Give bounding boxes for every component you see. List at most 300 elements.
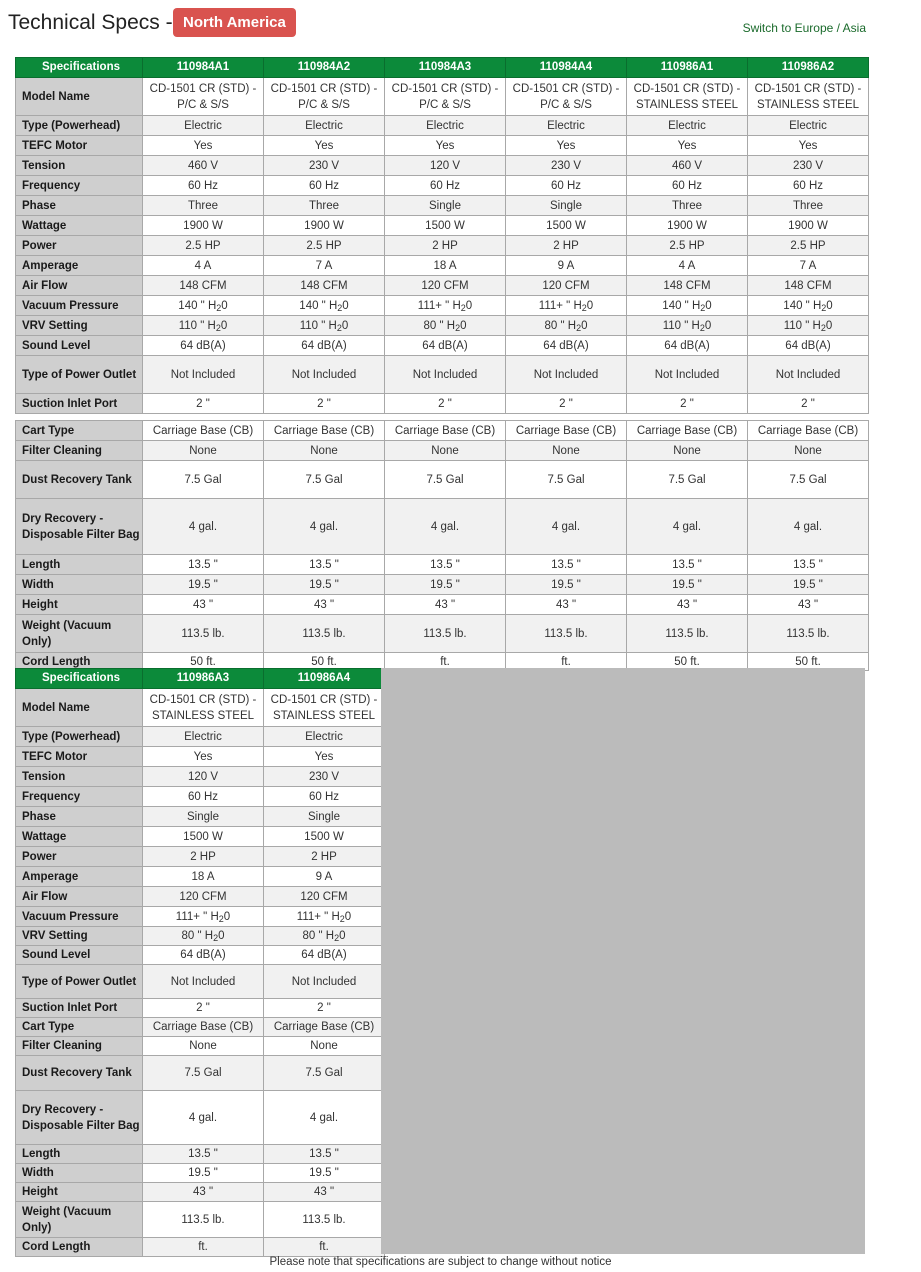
spec-row-cart-type (16, 1018, 385, 1037)
row-label: Amperage (16, 256, 143, 276)
spec-row-power-outlet (16, 356, 869, 394)
spec-value: 64 dB(A) (748, 336, 869, 356)
spec-value-number: 111+ " (538, 299, 571, 312)
spec-value (264, 316, 385, 336)
spec-value: 2 " (143, 999, 264, 1018)
spec-value: 50 ft. (627, 653, 748, 671)
spec-value: Electric (627, 116, 748, 136)
part-number-header: 110986A1 (627, 58, 748, 78)
spec-value: 113.5 lb. (506, 615, 627, 653)
spec-value: CD-1501 CR (STD) - STAINLESS STEEL (748, 78, 869, 116)
page-header (8, 8, 868, 40)
spec-value: 148 CFM (264, 276, 385, 296)
unit-sub: 2 (460, 302, 466, 313)
spec-value: 1900 W (748, 216, 869, 236)
unit-sub: 2 (821, 302, 827, 313)
row-label: Wattage (16, 827, 143, 847)
spec-value: 43 " (143, 595, 264, 615)
row-label: Weight (Vacuum Only) (16, 1202, 143, 1238)
spec-row-frequency (16, 787, 385, 807)
spec-value: Not Included (264, 965, 385, 999)
spec-value-number: 140 " (783, 299, 810, 312)
unit-h: H (573, 299, 582, 312)
spec-value: 120 CFM (143, 887, 264, 907)
spec-value: 113.5 lb. (627, 615, 748, 653)
spec-value: 43 " (385, 595, 506, 615)
spec-row-suction-inlet (16, 394, 869, 414)
row-label: Type (Powerhead) (16, 727, 143, 747)
spec-value: None (143, 441, 264, 461)
spec-row-tension (16, 767, 385, 787)
unit-h: H (567, 319, 577, 332)
row-label: Filter Cleaning (16, 441, 143, 461)
row-label: Filter Cleaning (16, 1037, 143, 1056)
spec-row-cord-length (16, 1238, 385, 1257)
spec-value: 19.5 " (627, 575, 748, 595)
page-title: Technical Specs - (8, 11, 173, 34)
spec-value: 50 ft. (748, 653, 869, 671)
unit-o: 0 (825, 319, 833, 332)
spec-row-length (16, 555, 869, 575)
specifications-header: Specifications (16, 669, 143, 689)
unit-o: 0 (705, 299, 712, 312)
unit-sub: 2 (581, 302, 587, 313)
unit-sub: 2 (336, 322, 342, 333)
row-label: Amperage (16, 867, 143, 887)
spec-value: Not Included (264, 356, 385, 394)
spec-value: Electric (264, 727, 385, 747)
spec-row-vacuum-pressure (16, 296, 869, 316)
spec-value: 4 gal. (264, 499, 385, 555)
spec-value: 60 Hz (748, 176, 869, 196)
spec-value: 2 HP (143, 847, 264, 867)
spec-value: 1900 W (627, 216, 748, 236)
spec-value (748, 296, 869, 316)
spec-value: 64 dB(A) (143, 946, 264, 965)
spec-value: 43 " (748, 595, 869, 615)
spec-value: Electric (385, 116, 506, 136)
spec-row-dry-recovery (16, 1091, 385, 1145)
unit-h: H (812, 299, 822, 312)
spec-value: ft. (506, 653, 627, 671)
spec-row-weight (16, 615, 869, 653)
spec-value: Not Included (143, 356, 264, 394)
spec-value: 7.5 Gal (143, 1056, 264, 1091)
spec-value: Yes (264, 136, 385, 156)
spec-value: 60 Hz (627, 176, 748, 196)
switch-region-link[interactable]: Switch to Europe / Asia (742, 21, 866, 35)
unit-o: 0 (704, 319, 712, 332)
spec-value: 7.5 Gal (264, 461, 385, 499)
spec-value: 120 V (143, 767, 264, 787)
spec-value: 2.5 HP (143, 236, 264, 256)
spec-row-frequency (16, 176, 869, 196)
row-label: Height (16, 595, 143, 615)
unit-o: 0 (586, 299, 594, 312)
row-label: Cord Length (16, 653, 143, 671)
unit-h: H (691, 299, 701, 312)
part-number-header: 110986A2 (748, 58, 869, 78)
spec-value: 148 CFM (627, 276, 748, 296)
spec-value: 120 CFM (506, 276, 627, 296)
spec-value: 13.5 " (506, 555, 627, 575)
spec-value: Carriage Base (CB) (627, 421, 748, 441)
spec-value-number: 140 " (662, 299, 689, 312)
unit-o: 0 (218, 930, 225, 942)
spec-value: 2 HP (385, 236, 506, 256)
row-label: Tension (16, 156, 143, 176)
spec-row-dry-recovery (16, 499, 869, 555)
spec-value: 64 dB(A) (143, 336, 264, 356)
spec-value: 148 CFM (748, 276, 869, 296)
spec-row-filter-cleaning (16, 1037, 385, 1056)
spec-value: 7.5 Gal (506, 461, 627, 499)
spec-value: CD-1501 CR (STD) - P/C & S/S (385, 78, 506, 116)
part-number-header: 110986A3 (143, 669, 264, 689)
spec-value: Carriage Base (CB) (506, 421, 627, 441)
specifications-header: Specifications (16, 58, 143, 78)
spec-value: 43 " (506, 595, 627, 615)
spec-value: 2 " (264, 999, 385, 1018)
row-label: Model Name (16, 689, 143, 727)
spec-row-phase (16, 196, 869, 216)
spec-value: 7.5 Gal (143, 461, 264, 499)
spec-value: 13.5 " (385, 555, 506, 575)
spec-value: 50 ft. (143, 653, 264, 671)
spec-value-number: 111+ " (175, 910, 208, 923)
spec-row-dust-recovery (16, 1056, 385, 1091)
unit-o: 0 (342, 299, 349, 312)
spec-value: 7 A (748, 256, 869, 276)
spec-value: CD-1501 CR (STD) - STAINLESS STEEL (627, 78, 748, 116)
spec-row-power-outlet (16, 965, 385, 999)
unit-o: 0 (460, 319, 467, 332)
unit-sub: 2 (339, 913, 345, 924)
spec-value: 64 dB(A) (264, 336, 385, 356)
spec-value: 113.5 lb. (748, 615, 869, 653)
spec-value: 2.5 HP (748, 236, 869, 256)
unit-sub: 2 (218, 913, 224, 924)
spec-value-number: 110 " (299, 319, 326, 332)
spec-value: 230 V (264, 767, 385, 787)
spec-value: 460 V (627, 156, 748, 176)
spec-row-air-flow (16, 887, 385, 907)
spec-value-number: 80 " (302, 930, 323, 942)
spec-row-model-name (16, 78, 869, 116)
spec-value-number: 140 " (299, 299, 326, 312)
spec-value: 2 " (264, 394, 385, 414)
spec-value: Not Included (627, 356, 748, 394)
spec-value: CD-1501 CR (STD) - STAINLESS STEEL (143, 689, 264, 727)
spec-value: 460 V (143, 156, 264, 176)
spec-value: 7.5 Gal (264, 1056, 385, 1091)
spec-value: 19.5 " (506, 575, 627, 595)
unit-sub: 2 (699, 322, 705, 333)
spec-row-type (16, 727, 385, 747)
spec-value: 4 A (627, 256, 748, 276)
spec-value: None (143, 1037, 264, 1056)
spec-value: 230 V (506, 156, 627, 176)
row-label: Cart Type (16, 1018, 143, 1037)
spec-value: 4 gal. (506, 499, 627, 555)
spec-value: 64 dB(A) (385, 336, 506, 356)
row-label: Cord Length (16, 1238, 143, 1257)
spec-value: 60 Hz (264, 176, 385, 196)
unit-h: H (446, 319, 456, 332)
row-label: Length (16, 1145, 143, 1164)
spec-value: 19.5 " (748, 575, 869, 595)
spec-value: Electric (506, 116, 627, 136)
spec-value: 64 dB(A) (506, 336, 627, 356)
spec-value: CD-1501 CR (STD) - STAINLESS STEEL (264, 689, 385, 727)
spec-row-filter-cleaning (16, 441, 869, 461)
spec-value (264, 907, 385, 927)
spec-value (143, 316, 264, 336)
row-label: VRV Setting (16, 927, 143, 946)
spec-row-length (16, 1145, 385, 1164)
spec-value: Yes (264, 747, 385, 767)
spec-value-number: 140 " (178, 299, 205, 312)
unit-h: H (452, 299, 461, 312)
spec-value: 120 CFM (385, 276, 506, 296)
spec-value: Three (748, 196, 869, 216)
row-label: Sound Level (16, 336, 143, 356)
spec-row-model-name (16, 689, 385, 727)
spec-value: 1500 W (264, 827, 385, 847)
unit-sub: 2 (334, 933, 340, 943)
unit-o: 0 (341, 319, 349, 332)
spec-value: 230 V (264, 156, 385, 176)
spec-value: 43 " (264, 595, 385, 615)
spec-value: 13.5 " (264, 1145, 385, 1164)
spec-value: 2.5 HP (264, 236, 385, 256)
spec-value: 13.5 " (627, 555, 748, 575)
row-label: Type of Power Outlet (16, 356, 143, 394)
row-label: Weight (Vacuum Only) (16, 615, 143, 653)
unit-sub: 2 (337, 302, 343, 313)
spec-value (143, 907, 264, 927)
spec-table-part3 (15, 668, 385, 1257)
spec-table-part2 (15, 420, 869, 671)
spec-value: Electric (143, 116, 264, 136)
spec-value (385, 316, 506, 336)
row-label: Dust Recovery Tank (16, 1056, 143, 1091)
spec-value: 19.5 " (385, 575, 506, 595)
spec-value: Yes (143, 136, 264, 156)
row-label: Vacuum Pressure (16, 296, 143, 316)
spec-value: 64 dB(A) (264, 946, 385, 965)
row-label: Dry Recovery - Disposable Filter Bag (16, 1091, 143, 1145)
spec-value: 4 gal. (143, 499, 264, 555)
spec-value: Single (143, 807, 264, 827)
unit-h: H (210, 910, 219, 923)
spec-value-number: 111+ " (417, 299, 450, 312)
spec-value: 2 " (748, 394, 869, 414)
unit-o: 0 (581, 319, 588, 332)
spec-value: Three (143, 196, 264, 216)
spec-value: Single (385, 196, 506, 216)
row-label: Power (16, 236, 143, 256)
region-badge: North America (173, 8, 296, 37)
unit-h: H (328, 319, 337, 332)
unit-o: 0 (221, 299, 228, 312)
spec-value (627, 316, 748, 336)
spec-value: Electric (748, 116, 869, 136)
spec-row-wattage (16, 827, 385, 847)
spec-row-power (16, 847, 385, 867)
spec-value: Not Included (143, 965, 264, 999)
spec-value: Three (264, 196, 385, 216)
unit-o: 0 (220, 319, 228, 332)
spec-value: 13.5 " (264, 555, 385, 575)
spec-row-vrv-setting (16, 316, 869, 336)
spec-value: 13.5 " (143, 1145, 264, 1164)
spec-value: Yes (748, 136, 869, 156)
row-label: TEFC Motor (16, 747, 143, 767)
spec-value: Not Included (748, 356, 869, 394)
spec-value: None (385, 441, 506, 461)
spec-value: Not Included (385, 356, 506, 394)
spec-value: None (627, 441, 748, 461)
spec-value: 2 " (143, 394, 264, 414)
spec-header-row (16, 58, 869, 78)
spec-row-suction-inlet (16, 999, 385, 1018)
spec-value: 1500 W (506, 216, 627, 236)
row-label: Type (Powerhead) (16, 116, 143, 136)
spec-row-phase (16, 807, 385, 827)
empty-area (381, 668, 865, 1254)
unit-h: H (331, 910, 340, 923)
row-label: Model Name (16, 78, 143, 116)
spec-row-power (16, 236, 869, 256)
spec-value: CD-1501 CR (STD) - P/C & S/S (264, 78, 385, 116)
spec-value (264, 296, 385, 316)
spec-value: ft. (264, 1238, 385, 1257)
row-label: Suction Inlet Port (16, 394, 143, 414)
row-label: Phase (16, 196, 143, 216)
spec-value: Carriage Base (CB) (264, 1018, 385, 1037)
spec-value: None (506, 441, 627, 461)
spec-value: 113.5 lb. (264, 615, 385, 653)
spec-value: 43 " (264, 1183, 385, 1202)
row-label: Width (16, 1164, 143, 1183)
spec-table-part1 (15, 57, 869, 414)
row-label: Height (16, 1183, 143, 1202)
spec-value-number: 110 " (178, 319, 205, 332)
spec-value: 50 ft. (264, 653, 385, 671)
unit-o: 0 (826, 299, 833, 312)
part-number-header: 110984A1 (143, 58, 264, 78)
spec-value: 113.5 lb. (385, 615, 506, 653)
spec-row-height (16, 595, 869, 615)
spec-value (264, 927, 385, 946)
part-number-header: 110984A3 (385, 58, 506, 78)
spec-value-number: 110 " (783, 319, 810, 332)
spec-value (506, 316, 627, 336)
spec-value: Yes (627, 136, 748, 156)
unit-sub: 2 (213, 933, 219, 943)
spec-row-tension (16, 156, 869, 176)
unit-sub: 2 (455, 322, 461, 333)
spec-row-height (16, 1183, 385, 1202)
spec-value: 7.5 Gal (748, 461, 869, 499)
unit-h: H (691, 319, 700, 332)
spec-value: 120 CFM (264, 887, 385, 907)
spec-value: 4 gal. (627, 499, 748, 555)
spec-row-wattage (16, 216, 869, 236)
spec-row-dust-recovery (16, 461, 869, 499)
row-label: Sound Level (16, 946, 143, 965)
spec-value: None (264, 441, 385, 461)
spec-value: 4 gal. (264, 1091, 385, 1145)
row-label: Suction Inlet Port (16, 999, 143, 1018)
spec-value: 43 " (143, 1183, 264, 1202)
spec-value: 1500 W (385, 216, 506, 236)
spec-row-weight (16, 1202, 385, 1238)
spec-value-number: 111+ " (296, 910, 329, 923)
spec-row-width (16, 1164, 385, 1183)
row-label: Dust Recovery Tank (16, 461, 143, 499)
spec-value: Three (627, 196, 748, 216)
spec-value: CD-1501 CR (STD) - P/C & S/S (506, 78, 627, 116)
row-label: Length (16, 555, 143, 575)
spec-value: 7.5 Gal (385, 461, 506, 499)
spec-value: None (264, 1037, 385, 1056)
spec-value-number: 80 " (544, 319, 565, 332)
unit-h: H (204, 930, 214, 942)
unit-sub: 2 (215, 322, 221, 333)
row-label: Phase (16, 807, 143, 827)
spec-value: ft. (385, 653, 506, 671)
row-label: Air Flow (16, 887, 143, 907)
unit-h: H (207, 299, 217, 312)
spec-value: Carriage Base (CB) (264, 421, 385, 441)
spec-value: 4 gal. (143, 1091, 264, 1145)
spec-value: 1500 W (143, 827, 264, 847)
spec-value: 113.5 lb. (264, 1202, 385, 1238)
spec-value: 2 " (506, 394, 627, 414)
spec-value: 19.5 " (264, 575, 385, 595)
spec-value: 4 A (143, 256, 264, 276)
spec-value: 9 A (264, 867, 385, 887)
spec-value (143, 927, 264, 946)
spec-value: 60 Hz (264, 787, 385, 807)
unit-o: 0 (223, 910, 231, 923)
unit-o: 0 (344, 910, 352, 923)
spec-value: 7.5 Gal (627, 461, 748, 499)
spec-value: 2 " (385, 394, 506, 414)
spec-row-air-flow (16, 276, 869, 296)
spec-value: Electric (264, 116, 385, 136)
row-label: Width (16, 575, 143, 595)
spec-row-tefc (16, 747, 385, 767)
spec-value: 19.5 " (264, 1164, 385, 1183)
spec-value: Single (264, 807, 385, 827)
spec-row-tefc (16, 136, 869, 156)
spec-value: Yes (385, 136, 506, 156)
spec-value: 2 " (627, 394, 748, 414)
spec-value: Not Included (506, 356, 627, 394)
part-number-header: 110984A2 (264, 58, 385, 78)
spec-value: 60 Hz (506, 176, 627, 196)
unit-o: 0 (339, 930, 346, 942)
unit-o: 0 (465, 299, 473, 312)
spec-header-row (16, 669, 385, 689)
spec-value (748, 316, 869, 336)
spec-value: 2 HP (506, 236, 627, 256)
spec-row-amperage (16, 256, 869, 276)
row-label: TEFC Motor (16, 136, 143, 156)
